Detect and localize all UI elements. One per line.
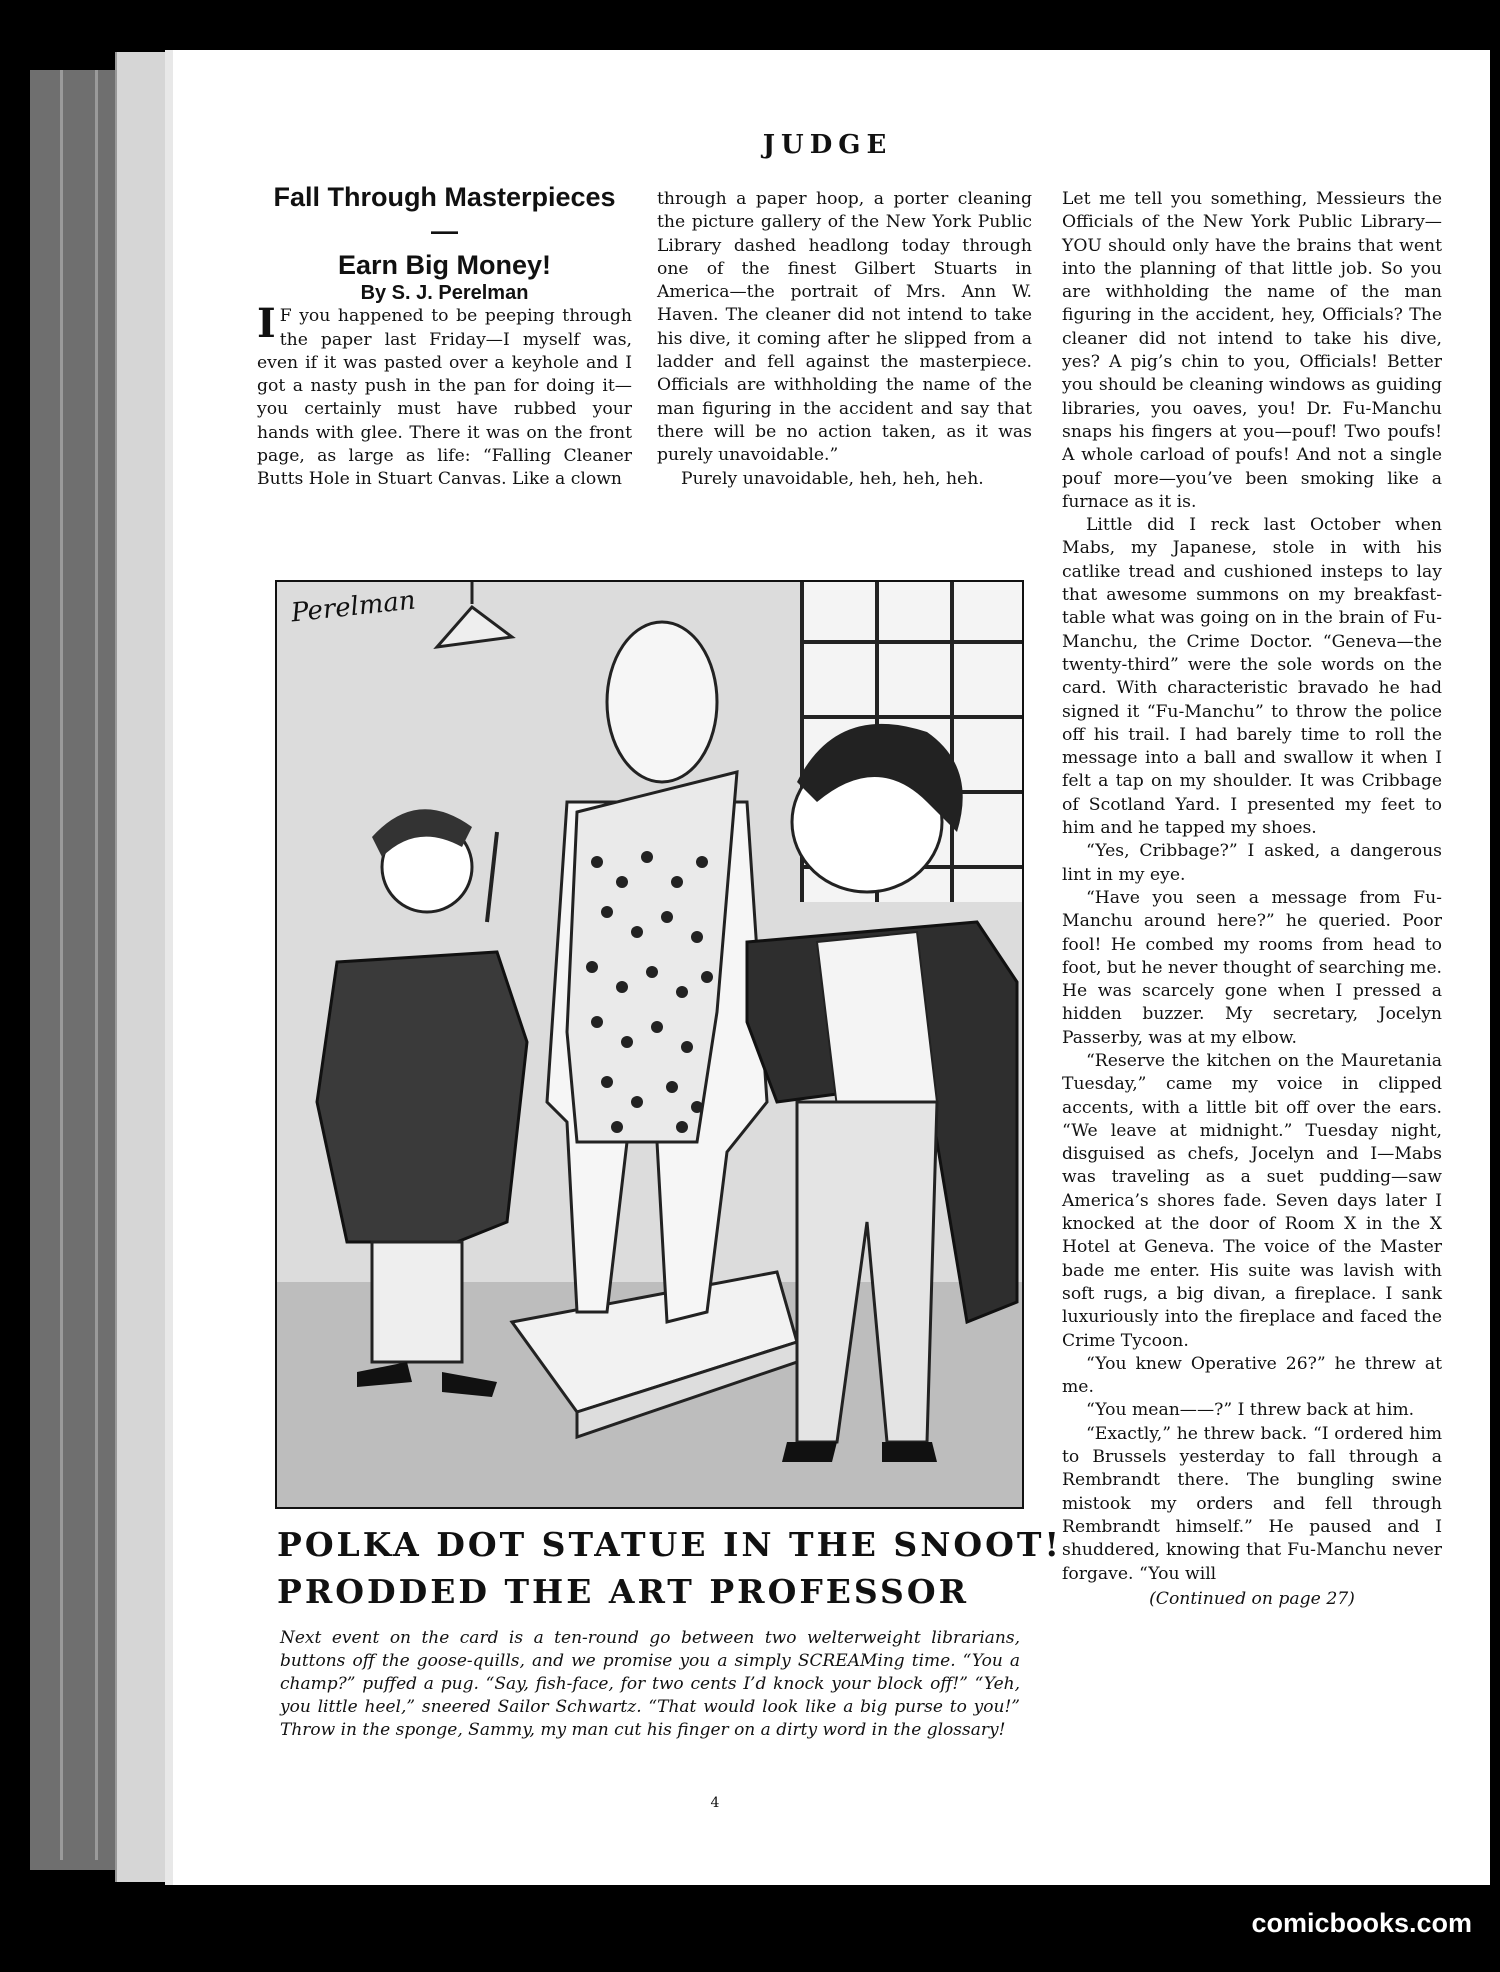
article-paragraph: “Reserve the kitchen on the Mauretania Tuesday,” came my voice in clipped accents, with a little bit off over the ears. “We leave at midnight.” Tuesday night, disguised as chefs, Jocelyn and I—Mabs was traveling as a suet pudding—saw America’s shores fade. Seven days later I knocked at the door of Room X in the X Hotel at Geneva. The voice of the Master bade me enter. His suite was lavish with soft rugs, a big divan, a fireplace. I sank luxuriously into the fireplace and faced the Crime Tycoon. <box>1062 1050 1442 1351</box>
continued-note: (Continued on page 27) <box>1149 1588 1355 1609</box>
article-paragraph: Let me tell you something, Messieurs the Officials of the New York Public Library—YOU should only have the brains that went into the planning of that little job. So you are withholding the name of the man figuring in the accident, hey, Officials? The cleaner did not intend to take his dive, yes? A pig’s chin to you, Officials! Better you should be cleaning windows as guiding libraries, you oaves, you! Dr. Fu-Manchu snaps his fingers at you—pouf! Two poufs! A whole carload of poufs! And not a single pouf more—you’ve been smoking like a furnace as it is. <box>1062 189 1442 512</box>
article-paragraph: Little did I reck last October when Mabs, my Japanese, stole in with his catlike tread and cushioned insteps to lay that awesome summons on my breakfast-table what was going on in the brain of Fu-Manchu, the Crime Doctor. “Geneva—the twenty-third” were the sole words on the card. With characteristic bravado he had signed it “Fu-Manchu” to throw the police off his trail. I had barely time to roll the message into a ball and swallow it when I felt a tap on my shoulder. It was Cribbage of Scotland Yard. I presented my feet to him and he tapped my shoes. <box>1062 515 1442 839</box>
page-number: 4 <box>710 1795 720 1811</box>
article-title-line1: Fall Through Masterpieces — <box>273 182 616 246</box>
article-column-1 <box>257 180 632 492</box>
masthead: JUDGE <box>762 130 893 160</box>
site-watermark: comicbooks.com <box>1251 1908 1472 1938</box>
article-column-2 <box>657 188 1032 491</box>
article-paragraph: “You knew Operative 26?” he threw at me. <box>1062 1353 1442 1398</box>
article-paragraph: through a paper hoop, a porter cleaning the picture gallery of the New York Public Library dashed headlong today through one of the finest Gilbert Stuarts in America—the portrait of Mrs. Ann W. Haven. The cleaner did not intend to take his dive, it coming after he slipped from a ladder and fell against the masterpiece. Officials are withholding the name of the man figuring in the accident and say that there will be no action taken, as it was purely unavoidable.” <box>657 189 1032 466</box>
article-byline: By S. J. Perelman <box>360 282 529 304</box>
page-gutter <box>165 50 173 1885</box>
article-paragraph: “Have you seen a message from Fu-Manchu around here?” he queried. Poor fool! He combed my rooms from head to foot, but he never thought of searching me. He was scarcely gone when I pressed a hidden buzzer. My secretary, Jocelyn Passerby, was at my elbow. <box>1062 887 1442 1048</box>
artist-signature: Perelman <box>289 585 417 629</box>
cartoon-caption-headline-2: PRODDED THE ART PROFESSOR <box>277 1572 970 1611</box>
article-title-line2: Earn Big Money! <box>337 250 552 280</box>
article-paragraph: “Exactly,” he threw back. “I ordered him to Brussels yesterday to fall through a Rembrandt there. The bungling swine mistook my orders and fell through Rembrandt himself.” He paused and I shuddered, knowing that Fu-Manchu never forgave. “You will <box>1062 1423 1442 1584</box>
article-paragraph: Purely unavoidable, heh, heh, heh. <box>681 468 984 489</box>
cartoon-caption-headline-1: POLKA DOT STATUE IN THE SNOOT! <box>277 1525 1062 1564</box>
article-column-3 <box>1062 188 1442 1611</box>
spine-line <box>95 70 98 1860</box>
spine-line <box>60 70 63 1860</box>
magazine-page <box>165 50 1490 1885</box>
article-paragraph: “Yes, Cribbage?” I asked, a dangerous lint in my eye. <box>1062 841 1442 885</box>
article-paragraph: “You mean——?” I threw back at him. <box>1086 1400 1415 1421</box>
cartoon-drawing <box>277 582 1022 1507</box>
cartoon-illustration <box>275 580 1024 1509</box>
drop-cap: I <box>257 300 276 348</box>
cartoon-caption-text: Next event on the card is a ten-round go between two welterweight librarians, buttons off the goose-quills, and we promise you a simply SCREAMing time. “You a champ?” puffed a pug. “Say, fish-face, for two cents I’d knock your block off!” “Yeh, you little heel,” sneered Sailor Schwartz. “That would look like a big purse to you!” Throw in the sponge, Sammy, my man cut his finger on a dirty word in the glossary! <box>280 1628 1020 1740</box>
article-paragraph: F you happened to be peeping through the paper last Friday—I myself was, even if it was pasted over a keyhole and I got a nasty push in the pan for doing it—you certainly must have rubbed your hands with glee. There it was on the front page, as large as life: “Falling Cleaner Butts Hole in Stuart Canvas. Like a clown <box>257 306 632 490</box>
